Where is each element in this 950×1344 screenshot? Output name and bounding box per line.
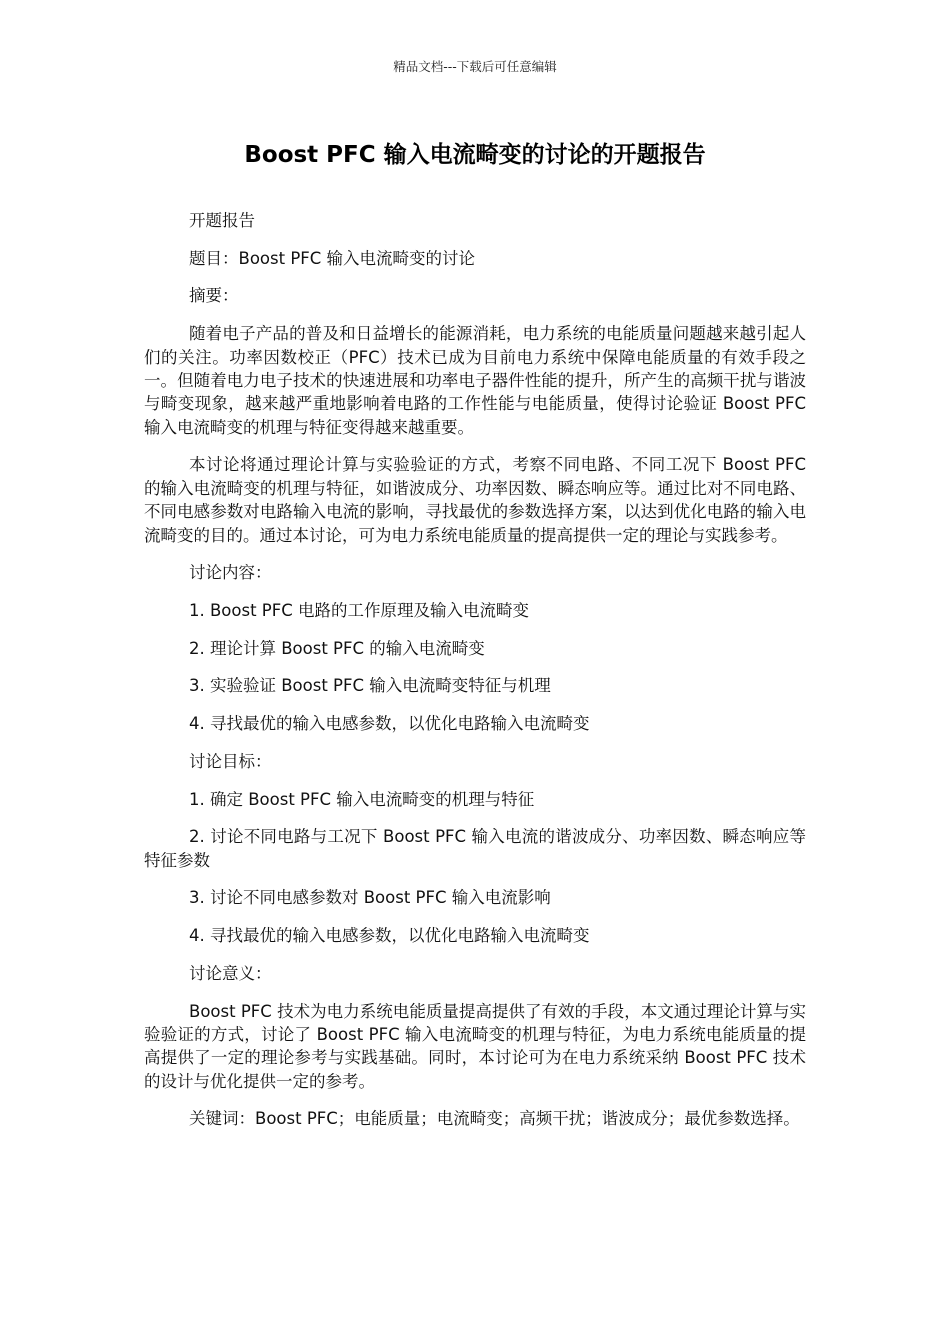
list-item-goal-3: 3. 讨论不同电感参数对 Boost PFC 输入电流影响 bbox=[189, 888, 551, 908]
paragraph-label-abstract: 摘要： bbox=[189, 286, 239, 306]
list-item-goal-1: 1. 确定 Boost PFC 输入电流畸变的机理与特征 bbox=[189, 789, 535, 809]
header-note: 精品文档---下载后可任意编辑 bbox=[393, 59, 557, 74]
list-item-goal-2: 2. 讨论不同电路与工况下 Boost PFC 输入电流的谐波成分、功率因数、瞬态响应等特征参数 bbox=[144, 827, 806, 870]
paragraph-topic: 题目：Boost PFC 输入电流畸变的讨论 bbox=[189, 248, 476, 268]
paragraph-keywords: 关键词：Boost PFC；电能质量；电流畸变；高频干扰；谐波成分；最优参数选择。 bbox=[189, 1109, 800, 1129]
list-item-content-4: 4. 寻找最优的输入电感参数，以优化电路输入电流畸变 bbox=[189, 714, 590, 734]
paragraph-label-significance: 讨论意义： bbox=[189, 963, 272, 983]
list-item-content-1: 1. Boost PFC 电路的工作原理及输入电流畸变 bbox=[189, 601, 530, 621]
document-title: Boost PFC 输入电流畸变的讨论的开题报告 bbox=[244, 142, 706, 168]
document-body bbox=[144, 209, 806, 1145]
paragraph-label-content: 讨论内容： bbox=[189, 563, 272, 583]
list-item-content-2: 2. 理论计算 Boost PFC 的输入电流畸变 bbox=[189, 638, 485, 658]
paragraph-label-goals: 讨论目标： bbox=[189, 751, 272, 771]
paragraph-significance: Boost PFC 技术为电力系统电能质量提高提供了有效的手段，本文通过理论计算与实验验证的方式，讨论了 Boost PFC 输入电流畸变的机理与特征，为电力系统电能质量的提高提供了一定的理论参考与实践基础。同时，本讨论可为在电力系统采纳 Boost PFC 技术的设计与优化提供一定的参考。 bbox=[144, 1001, 806, 1091]
list-item-goal-4: 4. 寻找最优的输入电感参数，以优化电路输入电流畸变 bbox=[189, 926, 590, 946]
paragraph-abstract-1: 随着电子产品的普及和日益增长的能源消耗，电力系统的电能质量问题越来越引起人们的关注。功率因数校正（PFC）技术已成为目前电力系统中保障电能质量的有效手段之一。但随着电力电子技术的快速进展和功率电子器件性能的提升，所产生的高频干扰与谐波与畸变现象，越来越严重地影响着电路的工作性能与电能质量，使得讨论验证 Boost PFC 输入电流畸变的机理与特征变得越来越重要。 bbox=[144, 324, 806, 437]
list-item-content-3: 3. 实验验证 Boost PFC 输入电流畸变特征与机理 bbox=[189, 676, 551, 696]
paragraph-label-report: 开题报告 bbox=[189, 211, 255, 230]
paragraph-abstract-2: 本讨论将通过理论计算与实验验证的方式，考察不同电路、不同工况下 Boost PFC 的输入电流畸变的机理与特征，如谐波成分、功率因数、瞬态响应等。通过比对不同电路、不同电感参数对电路输入电流的影响，寻找最优的参数选择方案，以达到优化电路的输入电流畸变的目的。通过本讨论，可为电力系统电能质量的提高提供一定的理论与实践参考。 bbox=[144, 455, 806, 545]
